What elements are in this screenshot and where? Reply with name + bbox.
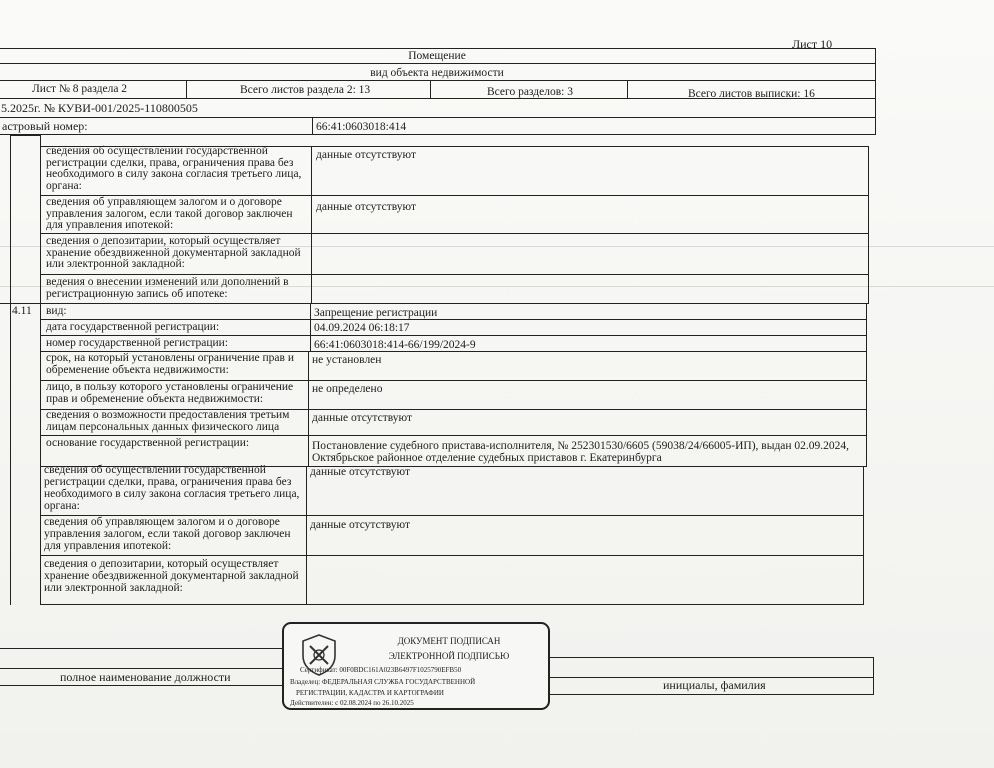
row-value: данные отсутствуют [316, 149, 416, 161]
position-caption: полное наименование должности [60, 670, 231, 684]
row-label: сведения о возможности предоставления третьим лицам персональных данных физического лица [46, 409, 290, 433]
owner: Владелец: ФЕДЕРАЛЬНАЯ СЛУЖБА ГОСУДАРСТВЕННОЙ [290, 678, 476, 686]
cadastral-label: астровый номер: [2, 119, 88, 133]
row-value: данные отсутствуют [310, 466, 410, 478]
row-value: 04.09.2024 06:18:17 [314, 322, 410, 334]
sheet-label: Лист 10 [792, 37, 833, 51]
section-title-box [0, 48, 876, 64]
object-type: вид объекта недвижимости [370, 67, 504, 79]
row-label: дата государственной регистрации: [46, 321, 220, 333]
cadastral-number: 66:41:0603018:414 [316, 121, 407, 133]
row-label: номер государственной регистрации: [46, 337, 229, 349]
left-rule [10, 135, 11, 605]
section-number: 4.11 [12, 305, 32, 317]
table-row [40, 303, 867, 320]
section-title: Помещение [408, 50, 466, 62]
total-sheets-section: Всего листов раздела 2: 13 [240, 84, 371, 96]
certificate: Сертификат: 00F0BDC161A023B6497F1025790EFB50 [300, 666, 462, 674]
stamp-title: ЭЛЕКТРОННОЙ ПОДПИСЬЮ [388, 651, 510, 661]
electronic-signature-stamp [282, 622, 550, 710]
extract-ref-row [0, 98, 876, 118]
row-value: не определено [312, 383, 383, 395]
row-label: сведения о депозитарии, который осуществляет хранение обездвиженной документарной закладной или электронной закладной: [46, 235, 301, 270]
row-label: срок, на который установлены ограничение прав и обременение объекта недвижимости: [46, 352, 294, 376]
total-sections: Всего разделов: 3 [487, 86, 573, 98]
row-label: лицо, в пользу которого установлены ограничение прав и обременение объекта недвижимости: [46, 381, 294, 405]
validity: Действителен: с 02.08.2024 по 26.10.2025 [290, 699, 414, 707]
stamp-title: ДОКУМЕНТ ПОДПИСАН [397, 636, 501, 646]
row-label: ведения о внесении изменений или дополнений в регистрационную запись об ипотеке: [46, 276, 289, 300]
row-label: сведения об управляющем залогом и о договоре управления залогом, если такой договор заключен для управления ипотекой: [46, 196, 293, 231]
row-value: 66:41:0603018:414-66/199/2024-9 [314, 339, 476, 351]
row-label: сведения об осуществлении государственной регистрации сделки, права, ограничения права без необходимого в силу закона согласия третьего лица, органа: [46, 145, 302, 192]
row-label: вид: [46, 305, 67, 317]
name-caption: инициалы, фамилия [663, 678, 766, 692]
object-type-box [0, 63, 876, 81]
row-value: данные отсутствуют [316, 201, 416, 213]
cadastral-row [0, 117, 876, 135]
row-value: Постановление судебного пристава-исполнителя, № 252301530/6605 (59038/24/66005-ИП), выдан 02.09.2024, Октябрьское районное отделение судебных приставов г. Екатеринбурга [312, 440, 850, 464]
row-label: сведения об осуществлении государственной регистрации сделки, права, ограничения права без необходимого в силу закона согласия третьего лица, органа: [44, 464, 300, 512]
row-value: не установлен [312, 354, 382, 366]
row-value: Запрещение регистрации [314, 307, 438, 319]
row-label: сведения о депозитарии, который осуществляет хранение обездвиженной документарной закладной или электронной закладной: [44, 558, 299, 594]
row-value: данные отсутствуют [310, 519, 410, 531]
total-sheets-extract: Всего листов выписки: 16 [688, 88, 815, 100]
row-value: данные отсутствуют [312, 412, 412, 424]
row-label: основание государственной регистрации: [46, 437, 250, 449]
extract-ref: 5.2025г. № КУВИ-001/2025-110800505 [1, 101, 198, 115]
sheet-of-section: Лист № 8 раздела 2 [32, 83, 128, 95]
owner-2: РЕГИСТРАЦИИ, КАДАСТРА И КАРТОГРАФИИ [296, 689, 444, 697]
row-label: сведения об управляющем залогом и о договоре управления залогом, если такой договор заключен для управления ипотекой: [44, 516, 291, 552]
